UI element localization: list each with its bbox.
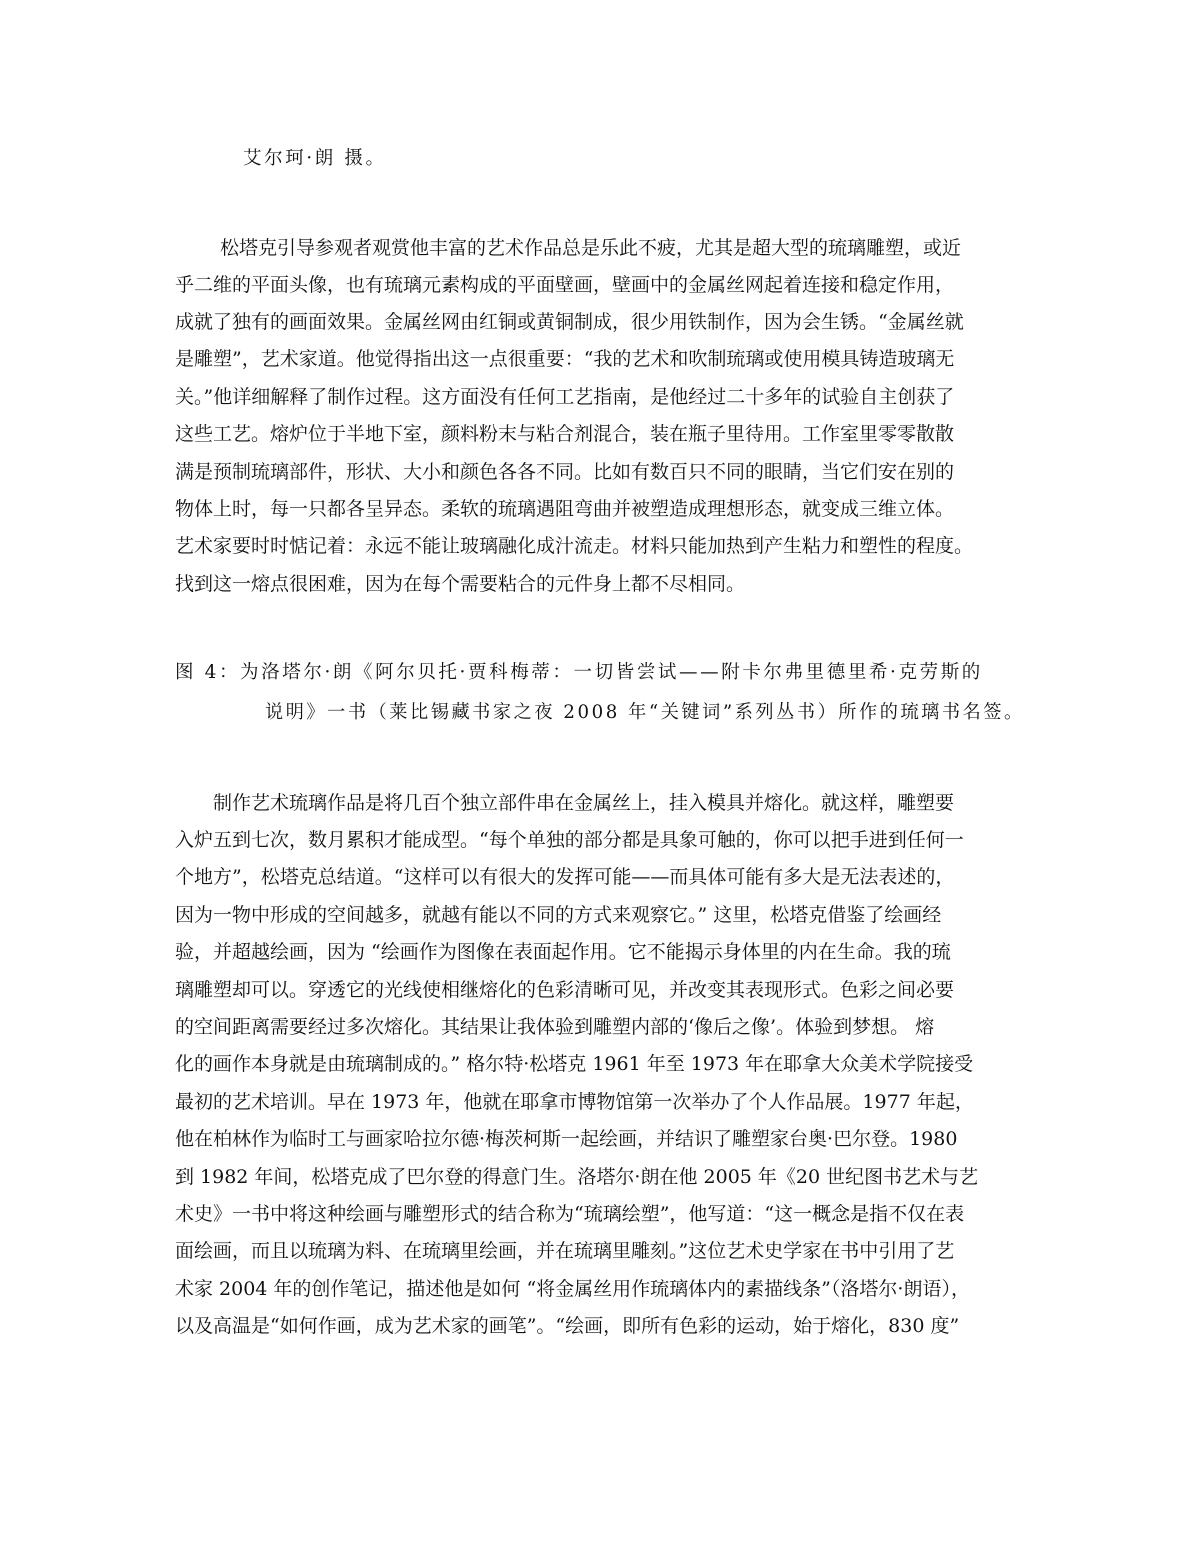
paragraph-1-line: 松塔克引导参观者观赏他丰富的艺术作品总是乐此不疲，尤其是超大型的琉璃雕塑，或近 [220,237,962,259]
paragraph-1-line: 艺术家要时时惦记着：永远不能让玻璃融化成汁流走。材料只能加热到产生粘力和塑性的程度。 [175,535,974,557]
paragraph-2-line: 化的画作本身就是由琉璃制成的。” 格尔特·松塔克 1961 年至 1973 年在耶拿大众美术学院接受 [175,1053,974,1075]
paragraph-2-line: 的空间距离需要经过多次熔化。其结果让我体验到雕塑内部的‘像后之像’。体验到梦想。 熔 [175,1016,935,1038]
paragraph-2-line: 术家 2004 年的创作笔记，描述他是如何 “将金属丝用作琉璃体内的素描线条”（洛塔尔·朗语）， [175,1278,970,1300]
paragraph-2-line: 到 1982 年间，松塔克成了巴尔登的得意门生。洛塔尔·朗在他 2005 年《20 世纪图书艺术与艺 [175,1166,979,1188]
paragraph-1-line: 关。”他详细解释了制作过程。这方面没有任何工艺指南，是他经过二十多年的试验自主创获了 [175,386,955,408]
paragraph-2-line: 以及高温是“如何作画，成为艺术家的画笔”。“绘画，即所有色彩的运动，始于熔化，830 度” [175,1315,960,1337]
figure-caption-line: 说明》一书（莱比锡藏书家之夜 2008 年“关键词”系列丛书）所作的琉璃书名签。 [265,702,1025,723]
paragraph-1-line: 物体上时，每一只都各呈异态。柔软的琉璃遇阻弯曲并被塑造成理想形态，就变成三维立体。 [175,498,955,520]
paragraph-2-line: 面绘画，而且以琉璃为料、在琉璃里绘画，并在琉璃里雕刻。”这位艺术史学家在书中引用了艺 [175,1240,955,1262]
paragraph-2-line: 术史》一书中将这种绘画与雕塑形式的结合称为“琉璃绘塑”，他写道：“这一概念是指不仅在表 [175,1203,965,1225]
photo-credit: 艾尔珂·朗 摄。 [243,148,387,169]
paragraph-2-line: 最初的艺术培训。早在 1973 年，他就在耶拿市博物馆第一次举办了个人作品展。1977 年起， [175,1091,974,1113]
figure-caption-line: 图 4：为洛塔尔·朗《阿尔贝托·贾科梅蒂：一切皆尝试——附卡尔弗里德里希·克劳斯的 [175,662,983,683]
paragraph-2-line: 个地方”，松塔克总结道。“这样可以有很大的发挥可能——而具体可能有多大是无法表述的， [175,866,955,888]
paragraph-2-line: 他在柏林作为临时工与画家哈拉尔德·梅茨柯斯一起绘画，并结识了雕塑家台奥·巴尔登。1980 [175,1128,958,1150]
paragraph-1-line: 满是预制琉璃部件，形状、大小和颜色各各不同。比如有数百只不同的眼睛，当它们安在别的 [175,461,955,483]
paragraph-2-line: 验，并超越绘画，因为 “绘画作为图像在表面起作用。它不能揭示身体里的内在生命。我的琉 [175,941,951,963]
paragraph-2-line: 制作艺术琉璃作品是将几百个独立部件串在金属丝上，挂入模具并熔化。就这样，雕塑要 [213,792,955,814]
paragraph-2-line: 璃雕塑却可以。穿透它的光线使相继熔化的色彩清晰可见，并改变其表现形式。色彩之间必要 [175,979,955,1001]
paragraph-2-line: 入炉五到七次，数月累积才能成型。“每个单独的部分都是具象可触的，你可以把手进到任何一 [175,829,964,851]
paragraph-1-line: 找到这一熔点很困难，因为在每个需要粘合的元件身上都不尽相同。 [175,573,746,595]
paragraph-1-line: 这些工艺。熔炉位于半地下室，颜料粉末与粘合剂混合，装在瓶子里待用。工作室里零零散散 [175,423,955,445]
paragraph-1-line: 是雕塑”，艺术家道。他觉得指出这一点很重要：“我的艺术和吹制琉璃或使用模具铸造玻璃无 [175,348,955,370]
paragraph-1-line: 成就了独有的画面效果。金属丝网由红铜或黄铜制成，很少用铁制作，因为会生锈。“金属丝就 [175,311,964,333]
paragraph-1-line: 乎二维的平面头像，也有琉璃元素构成的平面壁画，壁画中的金属丝网起着连接和稳定作用， [175,274,955,296]
paragraph-2-line: 因为一物中形成的空间越多，就越有能以不同的方式来观察它。” 这里，松塔克借鉴了绘画经 [175,904,942,926]
